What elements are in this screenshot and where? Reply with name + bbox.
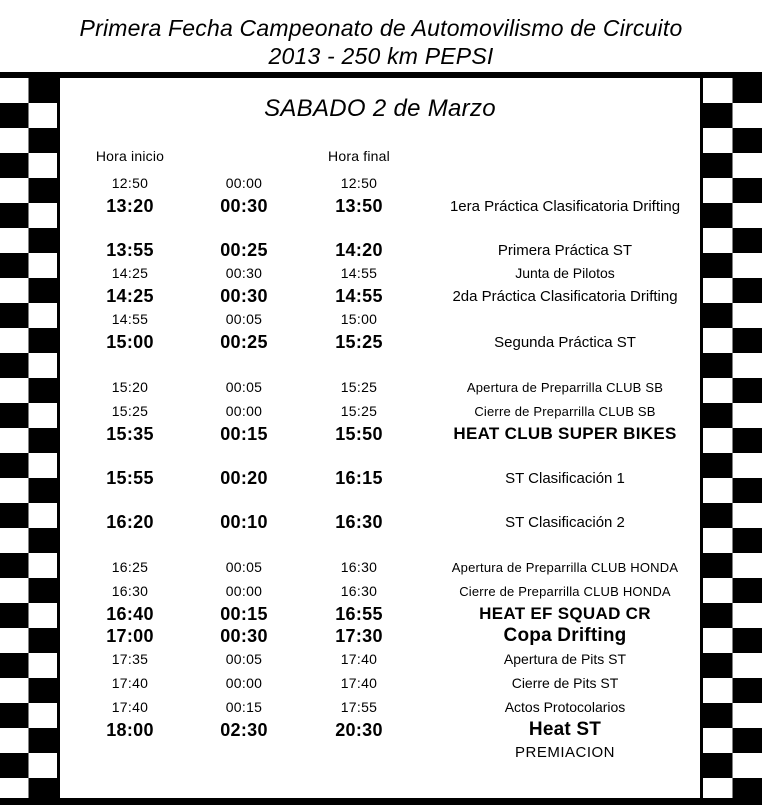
schedule-row (60, 307, 700, 331)
end-time-cell: 14:55 (340, 265, 378, 281)
schedule-row (60, 511, 700, 533)
event-label-cell: 1era Práctica Clasificatoria Drifting (449, 197, 681, 215)
event-label-cell: Cierre de Preparrilla CLUB SB (474, 403, 656, 419)
schedule-row (60, 399, 700, 423)
start-time-cell: 15:35 (106, 423, 154, 444)
end-time-cell: 16:15 (335, 467, 383, 488)
duration-cell: 00:05 (225, 311, 263, 327)
end-time-cell: 17:40 (340, 675, 378, 691)
end-time-cell: 16:30 (335, 511, 383, 532)
event-label-cell: Cierre de Pits ST (511, 675, 619, 691)
event-label-cell: Junta de Pilotos (515, 265, 615, 281)
duration-cell: 00:30 (220, 195, 268, 216)
start-time-cell: 12:50 (111, 175, 149, 191)
duration-cell: 00:00 (225, 403, 263, 419)
end-time-cell: 17:55 (340, 699, 378, 715)
duration-cell: 00:15 (220, 603, 268, 624)
event-label-cell: Segunda Práctica ST (494, 333, 636, 351)
page-title-line1: Primera Fecha Campeonato de Automovilismo de Circuito (79, 15, 683, 41)
duration-cell: 00:10 (220, 511, 268, 532)
checkered-border-right-pattern (703, 78, 762, 798)
schedule-row (60, 603, 700, 625)
event-label-cell: Copa Drifting (503, 625, 627, 646)
bottom-border-bar (0, 798, 762, 805)
event-label-cell: Heat ST (528, 719, 602, 740)
schedule-row (60, 719, 700, 741)
duration-cell: 00:30 (220, 625, 268, 646)
schedule-row (60, 625, 700, 647)
schedule-row (60, 375, 700, 399)
event-label-cell: 2da Práctica Clasificatoria Drifting (452, 287, 678, 305)
start-time-cell: 15:55 (106, 467, 154, 488)
event-label-cell: HEAT EF SQUAD CR (479, 604, 651, 623)
end-time-cell: 17:30 (335, 625, 383, 646)
schedule-row (60, 741, 700, 763)
schedule-row (60, 423, 700, 445)
duration-cell: 00:00 (225, 583, 263, 599)
duration-cell: 00:05 (225, 651, 263, 667)
end-time-cell: 15:25 (340, 403, 378, 419)
schedule-row (60, 171, 700, 195)
event-label-cell: PREMIACION (514, 743, 615, 761)
event-label-cell: HEAT CLUB SUPER BIKES (453, 424, 677, 443)
event-label-cell: Apertura de Pits ST (503, 651, 627, 667)
duration-cell: 00:25 (220, 331, 268, 352)
start-time-cell: 14:25 (111, 265, 149, 281)
event-label-cell: Apertura de Preparrilla CLUB HONDA (451, 559, 679, 575)
schedule-rows (60, 171, 700, 763)
page-title-line2: 2013 - 250 km PEPSI (268, 43, 494, 69)
schedule-row (60, 239, 700, 261)
start-time-cell: 17:00 (106, 625, 154, 646)
start-time-cell: 16:40 (106, 603, 154, 624)
duration-cell: 00:20 (220, 467, 268, 488)
column-header-start: Hora inicio (95, 148, 165, 164)
end-time-cell: 14:20 (335, 239, 383, 260)
duration-cell: 00:15 (220, 423, 268, 444)
end-time-cell: 16:30 (340, 559, 378, 575)
start-time-cell: 16:20 (106, 511, 154, 532)
event-label-cell: Cierre de Preparrilla CLUB HONDA (459, 583, 671, 599)
checkered-border-left-pattern (0, 78, 57, 798)
duration-cell: 00:30 (220, 285, 268, 306)
end-time-cell: 12:50 (340, 175, 378, 191)
schedule-row (60, 261, 700, 285)
schedule-content (57, 78, 703, 798)
duration-cell: 00:15 (225, 699, 263, 715)
schedule-row (60, 671, 700, 695)
duration-cell: 00:00 (225, 675, 263, 691)
page-title (0, 0, 762, 72)
start-time-cell: 13:55 (106, 239, 154, 260)
start-time-cell: 17:40 (111, 699, 149, 715)
end-time-cell: 16:55 (335, 603, 383, 624)
schedule-row (60, 331, 700, 353)
end-time-cell: 17:40 (340, 651, 378, 667)
end-time-cell: 15:00 (340, 311, 378, 327)
start-time-cell: 14:55 (111, 311, 149, 327)
event-label-cell: ST Clasificación 2 (505, 513, 625, 531)
day-header: SABADO 2 de Marzo (264, 95, 496, 122)
schedule-row (60, 195, 700, 217)
column-header-end: Hora final (328, 148, 390, 164)
end-time-cell: 15:50 (335, 423, 383, 444)
schedule-row (60, 555, 700, 579)
start-time-cell: 13:20 (106, 195, 154, 216)
start-time-cell: 14:25 (106, 285, 154, 306)
end-time-cell: 20:30 (335, 719, 383, 740)
start-time-cell: 18:00 (106, 719, 154, 740)
schedule-row (60, 695, 700, 719)
schedule-row (60, 579, 700, 603)
schedule-row (60, 647, 700, 671)
end-time-cell: 16:30 (340, 583, 378, 599)
end-time-cell: 14:55 (335, 285, 383, 306)
checkered-frame (0, 72, 762, 805)
schedule-row (60, 467, 700, 489)
duration-cell: 00:00 (225, 175, 263, 191)
duration-cell: 00:30 (225, 265, 263, 281)
end-time-cell: 15:25 (340, 379, 378, 395)
start-time-cell: 16:30 (111, 583, 149, 599)
end-time-cell: 15:25 (335, 331, 383, 352)
duration-cell: 00:25 (220, 239, 268, 260)
column-headers-row (60, 146, 700, 166)
event-label-cell: Actos Protocolarios (504, 699, 626, 715)
duration-cell: 00:05 (225, 379, 263, 395)
start-time-cell: 15:20 (111, 379, 149, 395)
start-time-cell: 17:35 (111, 651, 149, 667)
duration-cell: 00:05 (225, 559, 263, 575)
start-time-cell: 17:40 (111, 675, 149, 691)
start-time-cell: 16:25 (111, 559, 149, 575)
event-label-cell: ST Clasificación 1 (505, 469, 625, 487)
start-time-cell: 15:25 (111, 403, 149, 419)
end-time-cell: 13:50 (335, 195, 383, 216)
duration-cell: 02:30 (220, 719, 268, 740)
event-label-cell: Apertura de Preparrilla CLUB SB (466, 379, 664, 395)
start-time-cell: 15:00 (106, 331, 154, 352)
schedule-row (60, 285, 700, 307)
event-label-cell: Primera Práctica ST (497, 241, 633, 259)
